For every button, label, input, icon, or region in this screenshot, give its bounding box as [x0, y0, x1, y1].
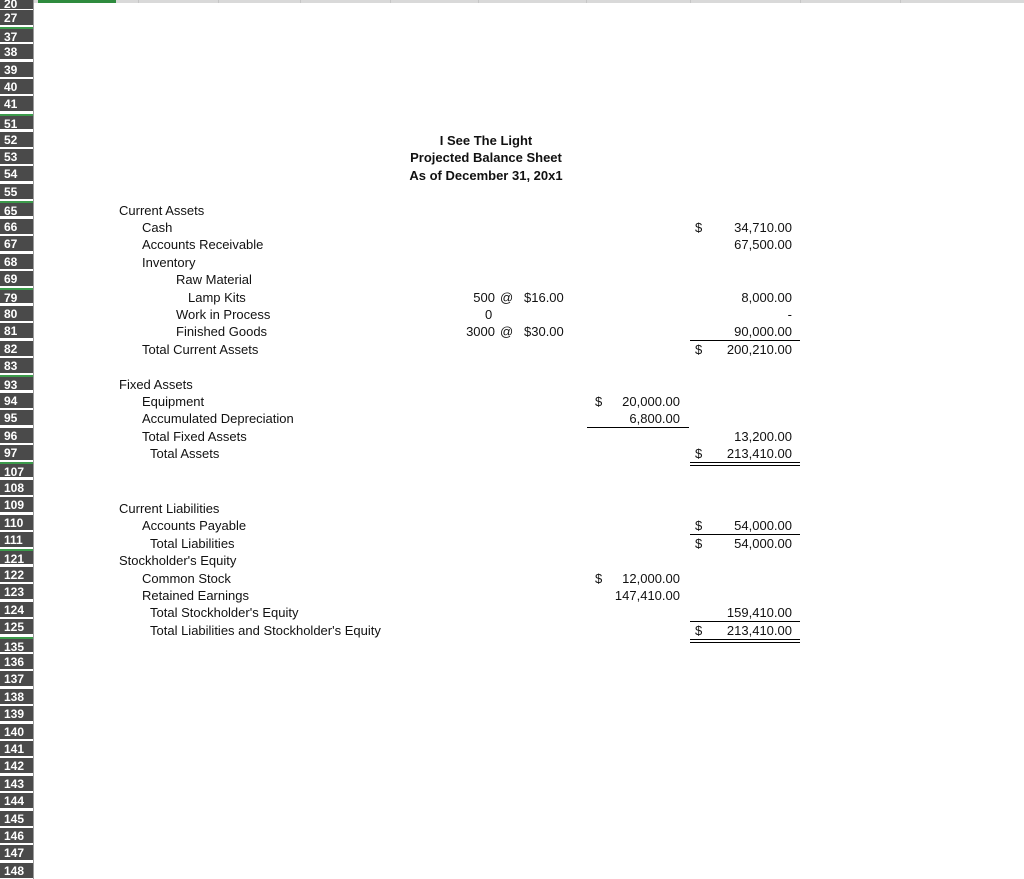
accounts-receivable-value[interactable]: 67,500.00 [734, 237, 792, 252]
row-header[interactable]: 109 [0, 497, 33, 513]
lamp-kits-at-sign[interactable]: @ [500, 290, 514, 305]
common-stock-value[interactable]: 12,000.00 [622, 571, 680, 586]
row-header[interactable]: 51 [0, 114, 33, 130]
total-liabilities-dollar-sign[interactable]: $ [695, 536, 703, 551]
row-header[interactable]: 138 [0, 689, 33, 705]
row-header[interactable]: 94 [0, 393, 33, 409]
fixed-assets-heading[interactable]: Fixed Assets [119, 377, 193, 392]
total-assets-dollar-sign[interactable]: $ [695, 446, 703, 461]
row-header[interactable]: 136 [0, 654, 33, 670]
total-liabilities-value[interactable]: 54,000.00 [734, 536, 792, 551]
row-header[interactable]: 122 [0, 567, 33, 583]
accumulated-depreciation-value[interactable]: 6,800.00 [629, 411, 680, 426]
row-header[interactable]: 108 [0, 480, 33, 496]
subtotal-underline [690, 340, 800, 341]
total-liabilities-equity-value[interactable]: 213,410.00 [726, 623, 792, 638]
total-fixed-assets-label[interactable]: Total Fixed Assets [142, 429, 247, 444]
row-header[interactable]: 68 [0, 254, 33, 270]
equipment-value[interactable]: 20,000.00 [622, 394, 680, 409]
row-header[interactable]: 110 [0, 515, 33, 531]
row-header[interactable]: 123 [0, 584, 33, 600]
retained-earnings-value[interactable]: 147,410.00 [614, 588, 680, 603]
row-header[interactable]: 148 [0, 863, 33, 879]
accounts-payable-dollar-sign[interactable]: $ [695, 518, 703, 533]
row-header[interactable]: 80 [0, 306, 33, 322]
row-header[interactable]: 52 [0, 132, 33, 148]
accounts-payable-value[interactable]: 54,000.00 [734, 518, 792, 533]
work-in-process-quantity[interactable]: 0 [485, 307, 493, 322]
common-stock-label[interactable]: Common Stock [142, 571, 231, 586]
equipment-dollar-sign[interactable]: $ [595, 394, 603, 409]
finished-goods-at-sign[interactable]: @ [500, 324, 514, 339]
row-header[interactable]: 107 [0, 462, 33, 478]
row-header[interactable]: 55 [0, 184, 33, 200]
row-header[interactable]: 54 [0, 166, 33, 182]
row-header[interactable]: 81 [0, 323, 33, 339]
row-header[interactable]: 66 [0, 219, 33, 235]
row-header[interactable]: 125 [0, 619, 33, 635]
row-header[interactable]: 121 [0, 549, 33, 565]
row-header[interactable]: 111 [0, 532, 33, 548]
row-header[interactable]: 69 [0, 271, 33, 287]
subtotal-underline [690, 534, 800, 535]
row-header[interactable]: 93 [0, 375, 33, 391]
work-in-process-value[interactable]: - [787, 307, 792, 322]
row-header[interactable]: 37 [0, 27, 33, 43]
lamp-kits-label[interactable]: Lamp Kits [188, 290, 246, 305]
total-stockholders-equity-value[interactable]: 159,410.00 [726, 605, 792, 620]
accounts-payable-label[interactable]: Accounts Payable [142, 518, 247, 533]
row-header[interactable]: 97 [0, 445, 33, 461]
current-assets-heading[interactable]: Current Assets [119, 203, 205, 218]
total-current-assets-label[interactable]: Total Current Assets [142, 342, 259, 357]
equipment-label[interactable]: Equipment [142, 394, 205, 409]
row-header[interactable]: 20 [0, 0, 33, 10]
row-header-gutter [0, 0, 34, 879]
row-header[interactable]: 83 [0, 358, 33, 374]
subtotal-underline [587, 427, 689, 428]
row-header[interactable]: 82 [0, 341, 33, 357]
row-header[interactable]: 38 [0, 44, 33, 60]
total-liabilities-equity-label[interactable]: Total Liabilities and Stockholder's Equity [150, 623, 381, 638]
row-header[interactable]: 95 [0, 410, 33, 426]
report-company[interactable]: I See The Light [439, 133, 533, 148]
total-liabilities-equity-dollar-sign[interactable]: $ [695, 623, 703, 638]
lamp-kits-unit-price[interactable]: $16.00 [524, 290, 564, 305]
row-header[interactable]: 27 [0, 10, 33, 26]
row-header[interactable]: 137 [0, 671, 33, 687]
row-header[interactable]: 40 [0, 79, 33, 95]
spreadsheet-grid[interactable] [34, 0, 1024, 879]
accumulated-depreciation-label[interactable]: Accumulated Depreciation [142, 411, 294, 426]
row-header[interactable]: 96 [0, 428, 33, 444]
row-header[interactable]: 144 [0, 793, 33, 809]
finished-goods-quantity[interactable]: 3000 [466, 324, 495, 339]
inventory-label[interactable]: Inventory [142, 255, 196, 270]
report-date[interactable]: As of December 31, 20x1 [409, 168, 563, 183]
subtotal-underline [690, 621, 800, 622]
row-header[interactable]: 145 [0, 811, 33, 827]
total-current-assets-dollar-sign[interactable]: $ [695, 342, 703, 357]
total-liabilities-label[interactable]: Total Liabilities [150, 536, 235, 551]
row-header[interactable]: 67 [0, 236, 33, 252]
row-header[interactable]: 147 [0, 845, 33, 861]
accounts-receivable-label[interactable]: Accounts Receivable [142, 237, 264, 252]
row-header[interactable]: 124 [0, 602, 33, 618]
row-header[interactable]: 79 [0, 288, 33, 304]
row-header[interactable]: 143 [0, 776, 33, 792]
work-in-process-label[interactable]: Work in Process [176, 307, 271, 322]
raw-material-label[interactable]: Raw Material [176, 272, 252, 287]
row-header[interactable]: 140 [0, 724, 33, 740]
row-header[interactable]: 141 [0, 741, 33, 757]
cash-dollar-sign[interactable]: $ [695, 220, 703, 235]
total-assets-label[interactable]: Total Assets [150, 446, 220, 461]
cash-value[interactable]: 34,710.00 [734, 220, 792, 235]
stockholders-equity-heading[interactable]: Stockholder's Equity [119, 553, 237, 568]
row-header[interactable]: 39 [0, 62, 33, 78]
row-header[interactable]: 53 [0, 149, 33, 165]
row-header[interactable]: 142 [0, 758, 33, 774]
total-double-underline [690, 639, 800, 643]
retained-earnings-label[interactable]: Retained Earnings [142, 588, 249, 603]
finished-goods-label[interactable]: Finished Goods [176, 324, 268, 339]
total-fixed-assets-value[interactable]: 13,200.00 [734, 429, 792, 444]
lamp-kits-quantity[interactable]: 500 [473, 290, 495, 305]
total-stockholders-equity-label[interactable]: Total Stockholder's Equity [150, 605, 299, 620]
row-header[interactable]: 135 [0, 637, 33, 653]
total-double-underline [690, 462, 800, 466]
cash-label[interactable]: Cash [142, 220, 173, 235]
row-header[interactable]: 65 [0, 201, 33, 217]
common-stock-dollar-sign[interactable]: $ [595, 571, 603, 586]
total-current-assets-value[interactable]: 200,210.00 [726, 342, 792, 357]
report-title[interactable]: Projected Balance Sheet [410, 150, 562, 165]
finished-goods-unit-price[interactable]: $30.00 [524, 324, 564, 339]
finished-goods-value[interactable]: 90,000.00 [734, 324, 792, 339]
row-header[interactable]: 139 [0, 706, 33, 722]
row-header[interactable]: 146 [0, 828, 33, 844]
row-header[interactable]: 41 [0, 96, 33, 112]
current-liabilities-heading[interactable]: Current Liabilities [119, 501, 220, 516]
total-assets-value[interactable]: 213,410.00 [726, 446, 792, 461]
lamp-kits-value[interactable]: 8,000.00 [741, 290, 792, 305]
